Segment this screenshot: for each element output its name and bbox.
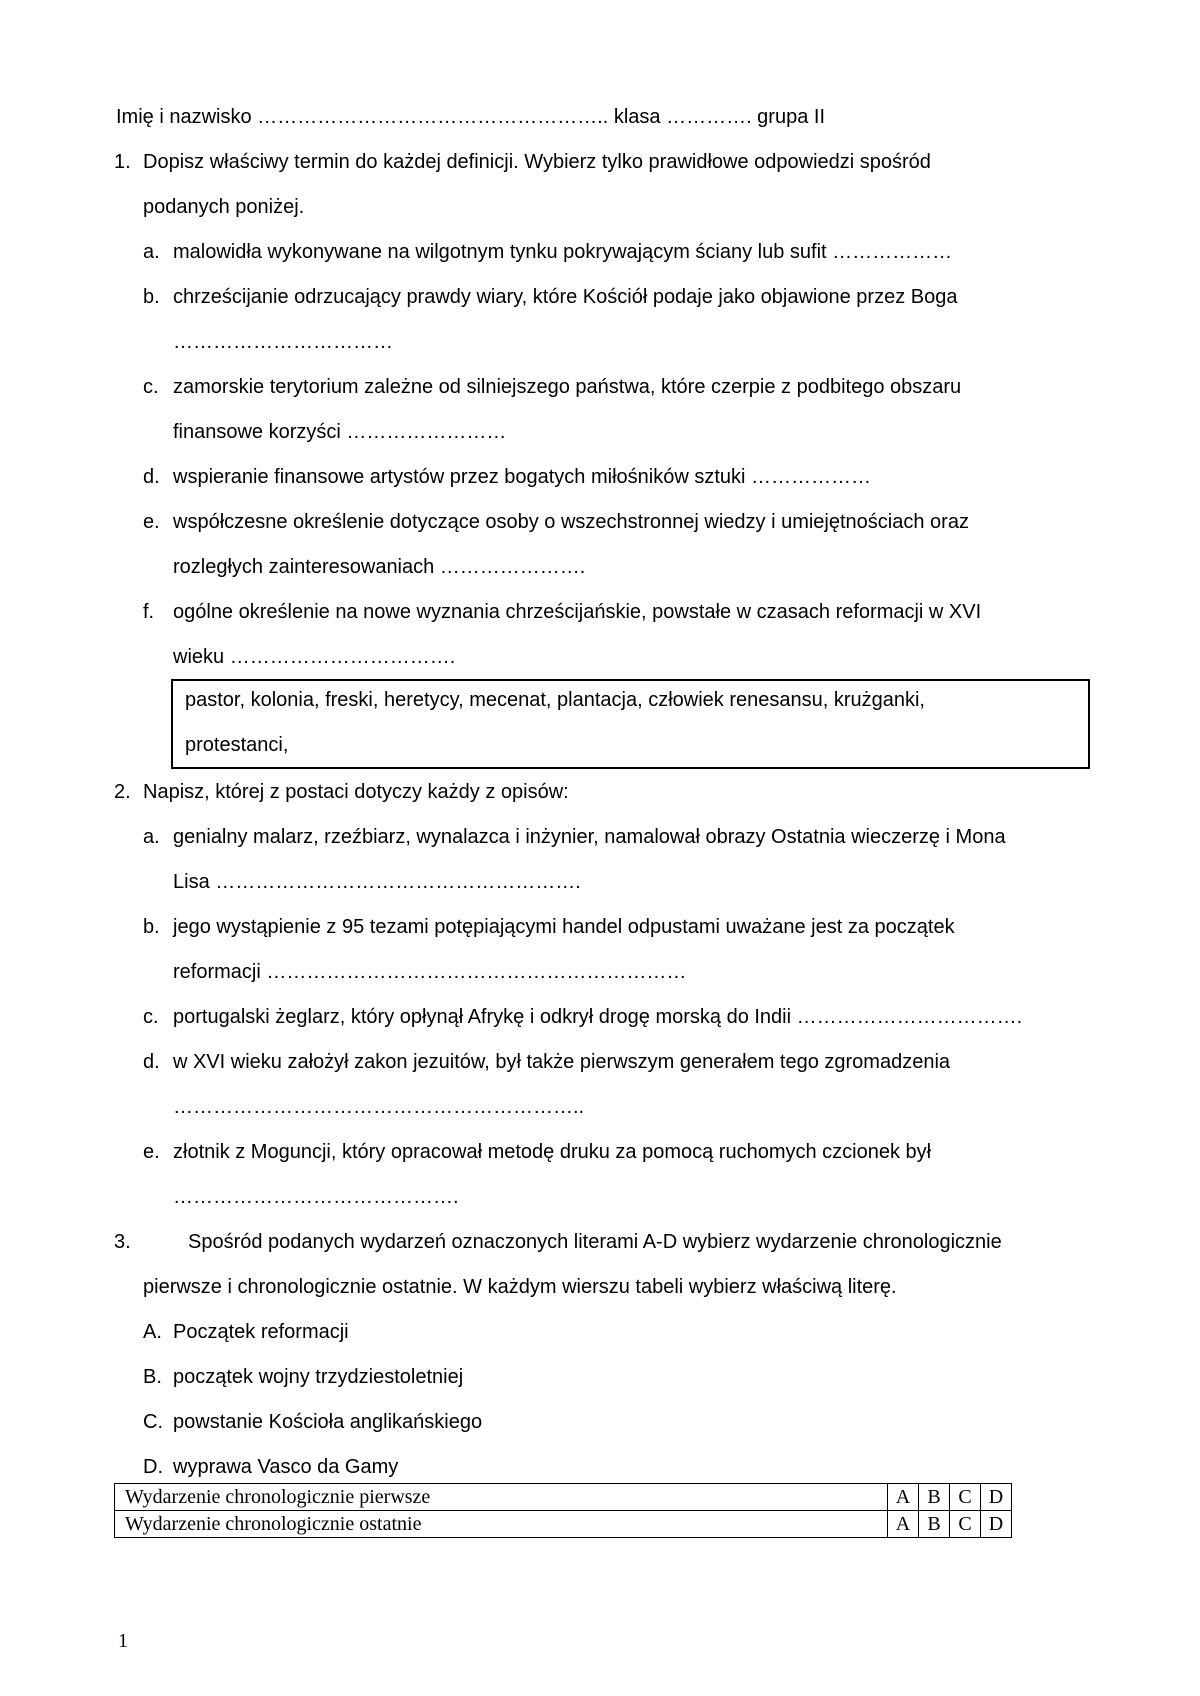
q3-option-c: powstanie Kościoła anglikańskiego [173, 1411, 483, 1433]
q3-instruction-cont: pierwsze i chronologicznie ostatnie. W każdym wierszu tabeli wybierz właściwą literę. [143, 1276, 897, 1298]
q3-option-d-letter: D. [143, 1456, 163, 1478]
row-label-last: Wydarzenie chronologicznie ostatnie [115, 1511, 888, 1538]
q2a-text-cont: Lisa ………………………………………………. [173, 871, 581, 893]
q1e-letter: e. [143, 511, 160, 533]
q1b-text: chrześcijanie odrzucający prawdy wiary, które Kościół podaje jako objawione przez Boga [173, 286, 958, 308]
q1-instruction: Dopisz właściwy termin do każdej definicji. Wybierz tylko prawidłowe odpowiedzi spośród [143, 151, 931, 173]
q1c-letter: c. [143, 376, 159, 398]
q2-instruction: Napisz, której z postaci dotyczy każdy z opisów: [143, 781, 569, 803]
page-number: 1 [118, 1630, 128, 1652]
last-option-b[interactable]: B [919, 1511, 950, 1538]
first-option-a[interactable]: A [888, 1484, 919, 1511]
q3-option-b-letter: B. [143, 1366, 162, 1388]
q2e-answer-line: ……………………………………. [173, 1186, 459, 1208]
q1d-text: wspieranie finansowe artystów przez bogatych miłośników sztuki ……………… [173, 466, 872, 488]
row-label-first: Wydarzenie chronologicznie pierwsze [115, 1484, 888, 1511]
q1e-text: współczesne określenie dotyczące osoby o wszechstronnej wiedzy i umiejętnościach oraz [173, 511, 969, 533]
q3-number: 3. [114, 1231, 131, 1253]
q1-number: 1. [114, 151, 131, 173]
q1f-text: ogólne określenie na nowe wyznania chrześcijańskie, powstałe w czasach reformacji w XVI [173, 601, 982, 623]
q2e-letter: e. [143, 1141, 160, 1163]
q1c-text-cont: finansowe korzyści …………………… [173, 421, 507, 443]
first-option-d[interactable]: D [981, 1484, 1012, 1511]
q2a-letter: a. [143, 826, 160, 848]
q1d-letter: d. [143, 466, 160, 488]
q2b-text-cont: reformacji ……………………………………………………… [173, 961, 687, 983]
q2d-letter: d. [143, 1051, 160, 1073]
q2e-text: złotnik z Moguncji, który opracował metodę druku za pomocą ruchomych czcionek był [173, 1141, 932, 1163]
q3-option-b: początek wojny trzydziestoletniej [173, 1366, 464, 1388]
q1e-text-cont: rozległych zainteresowaniach …………………. [173, 556, 586, 578]
q1f-text-cont: wieku ……………………………. [173, 646, 456, 668]
first-option-c[interactable]: C [950, 1484, 981, 1511]
table-row [115, 1484, 1012, 1511]
last-option-c[interactable]: C [950, 1511, 981, 1538]
student-header-line: Imię i nazwisko …………………………………………….. klasa …………. grupa II [116, 106, 826, 128]
q3-option-a-letter: A. [143, 1321, 162, 1343]
table-row [115, 1511, 1012, 1538]
q2d-answer-line: …………………………………………………….. [173, 1096, 585, 1118]
word-bank-box [171, 679, 1090, 769]
q1b-answer-line: …………………………… [173, 331, 393, 353]
q3-instruction: Spośród podanych wydarzeń oznaczonych literami A-D wybierz wydarzenie chronologicznie [188, 1231, 1002, 1253]
q2a-text: genialny malarz, rzeźbiarz, wynalazca i inżynier, namalował obrazy Ostatnia wieczerzę i Mona [173, 826, 1006, 848]
q2b-letter: b. [143, 916, 160, 938]
q2-number: 2. [114, 781, 131, 803]
q1f-letter: f. [143, 601, 155, 623]
q2b-text: jego wystąpienie z 95 tezami potępiającymi handel odpustami uważane jest za początek [173, 916, 955, 938]
q2d-text: w XVI wieku założył zakon jezuitów, był także pierwszym generałem tego zgromadzenia [173, 1051, 951, 1073]
q1a-text: malowidła wykonywane na wilgotnym tynku pokrywającym ściany lub sufit ……………… [173, 241, 953, 263]
q3-option-a: Początek reformacji [173, 1321, 349, 1343]
q1a-letter: a. [143, 241, 160, 263]
answer-table [114, 1483, 1012, 1538]
first-option-b[interactable]: B [919, 1484, 950, 1511]
q2c-text: portugalski żeglarz, który opłynął Afrykę i odkrył drogę morską do Indii ……………………………. [173, 1006, 1023, 1028]
last-option-a[interactable]: A [888, 1511, 919, 1538]
last-option-d[interactable]: D [981, 1511, 1012, 1538]
q1-instruction-cont: podanych poniżej. [143, 196, 305, 218]
word-bank-line-1: pastor, kolonia, freski, heretycy, mecenat, plantacja, człowiek renesansu, krużganki, [185, 689, 925, 711]
q3-option-c-letter: C. [143, 1411, 163, 1433]
q1c-text: zamorskie terytorium zależne od silniejszego państwa, które czerpie z podbitego obszaru [173, 376, 962, 398]
q2c-letter: c. [143, 1006, 159, 1028]
q1b-letter: b. [143, 286, 160, 308]
word-bank-line-2: protestanci, [185, 734, 289, 756]
q3-option-d: wyprawa Vasco da Gamy [173, 1456, 399, 1478]
